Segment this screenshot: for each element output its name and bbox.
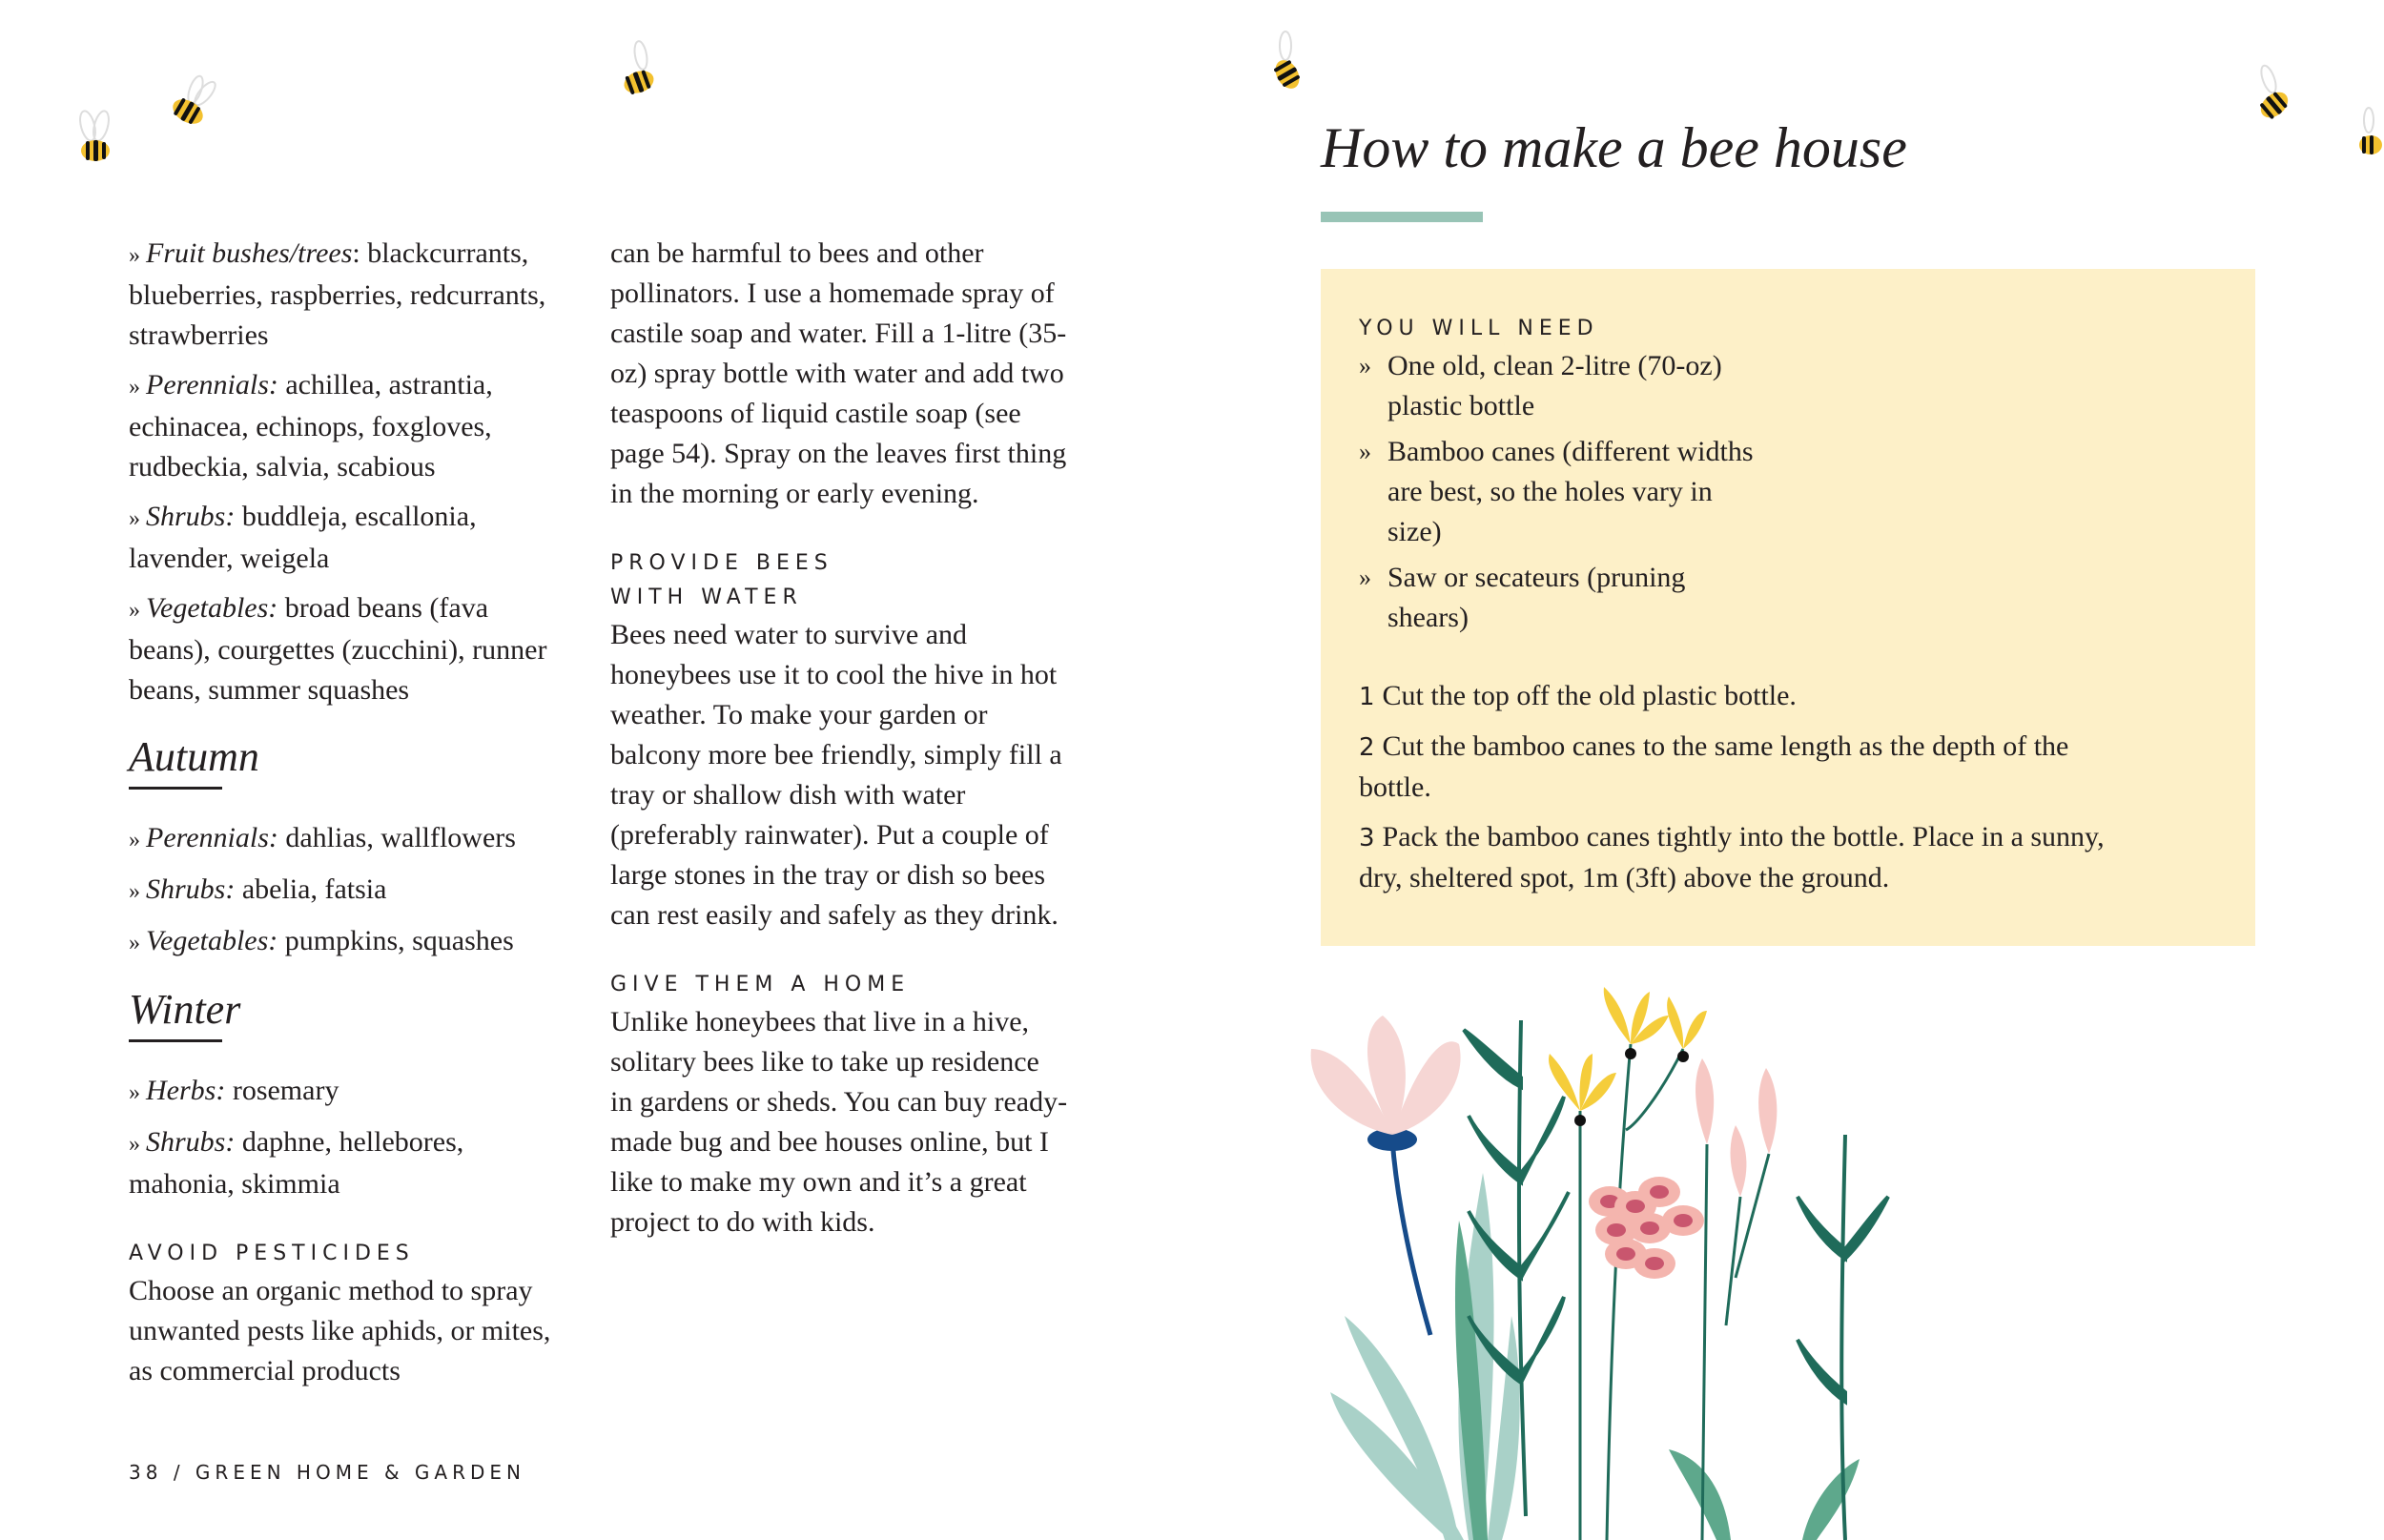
winter-plant-list — [129, 1071, 567, 1204]
category-label: Vegetables: — [146, 592, 278, 624]
step-item — [1359, 817, 2112, 898]
bullet-icon: » — [1359, 438, 1371, 465]
step-item — [1359, 676, 2112, 717]
bee-icon — [2346, 105, 2384, 162]
material-text: Saw or secateurs (pruning shears) — [1387, 562, 1686, 633]
page-title: How to make a bee house — [1321, 116, 1907, 179]
bullet-icon: » — [129, 243, 140, 268]
bee-icon — [67, 105, 124, 172]
bullet-icon: » — [1359, 564, 1371, 591]
list-item — [129, 365, 567, 487]
plant-names: broad beans (fava beans), courgettes (zucchini), runner beans, summer squashes — [129, 592, 547, 706]
step-number: 3 — [1359, 824, 1375, 852]
material-text: One old, clean 2-litre (70-oz) plastic bottle — [1387, 350, 1722, 421]
category-label: Vegetables: — [146, 925, 278, 956]
step-item — [1359, 727, 2112, 808]
step-number: 2 — [1359, 733, 1375, 762]
pink-cluster — [1589, 1177, 1704, 1279]
bee-icon — [610, 36, 668, 103]
heading-line: PROVIDE BEES — [610, 551, 833, 575]
plant-names: abelia, fatsia — [235, 873, 387, 905]
category-label: Shrubs: — [146, 873, 236, 905]
pesticides-continued-text: can be harmful to bees and other pollinators. I use a homemade spray of castile soap and water. Fill a 1-litre (35-oz) spray bottle with water and add two teaspoons of liquid castile soap (see page 54). Spray on the leaves first thing in the morning or early evening. — [610, 237, 1067, 509]
list-item — [129, 870, 567, 912]
page-number: 38 — [129, 1461, 163, 1484]
plant-names: buddleja, escallonia, lavender, weigela — [129, 501, 477, 574]
flower-center — [1625, 1048, 1636, 1059]
left-column — [129, 234, 567, 1391]
you-will-need-box — [1321, 269, 2255, 946]
list-item — [129, 1122, 567, 1204]
plant-names: daphne, hellebores, mahonia, skimmia — [129, 1126, 464, 1200]
material-text: Bamboo canes (different widths are best, so the holes vary in size) — [1387, 436, 1754, 547]
wildflower-illustration — [1306, 963, 2069, 1540]
bullet-icon: » — [129, 931, 140, 955]
season-title: Autumn — [129, 733, 259, 780]
footer-separator: / — [173, 1461, 185, 1484]
plant-names: blackcurrants, blueberries, raspberries, redcurrants, strawberries — [129, 237, 546, 351]
bee-icon — [1259, 29, 1316, 95]
plant-names: pumpkins, squashes — [277, 925, 514, 956]
bullet-icon: » — [1359, 352, 1371, 380]
material-item — [1359, 346, 2217, 426]
right-column — [610, 234, 1068, 1242]
category-label: Shrubs: — [146, 1126, 236, 1158]
section-heading-provide-water — [610, 546, 1068, 615]
provide-water-text: Bees need water to survive and honeybees use it to cool the hive in hot weather. To make your garden or balcony more bee friendly, simply fill a tray or shallow dish with water (preferably rainwater). Put a couple of large stones in the tray or dish so bees can rest easily and safely as they drink. — [610, 619, 1062, 931]
list-item — [129, 497, 567, 579]
flower-center — [1574, 1115, 1586, 1126]
page-footer — [129, 1461, 525, 1484]
section-heading-give-home: GIVE THEM A HOME — [610, 973, 911, 996]
category-label: Perennials: — [146, 369, 278, 400]
step-number: 1 — [1359, 683, 1375, 711]
list-item — [129, 1071, 567, 1113]
bullet-icon: » — [129, 1080, 140, 1105]
step-text: Cut the bamboo canes to the same length as the depth of the bottle. — [1359, 730, 2069, 803]
pink-flower — [1311, 1016, 1461, 1135]
book-title: GREEN HOME & GARDEN — [195, 1461, 525, 1484]
bullet-icon: » — [129, 828, 140, 852]
step-text: Pack the bamboo canes tightly into the bottle. Place in a sunny, dry, sheltered spot, 1m (3ft) above the ground. — [1359, 821, 2105, 893]
season-title: Winter — [129, 986, 241, 1033]
step-text: Cut the top off the old plastic bottle. — [1382, 680, 1797, 711]
blue-stem — [1392, 1140, 1430, 1335]
category-label: Shrubs: — [146, 501, 236, 532]
summer-plant-list — [129, 234, 567, 710]
bee-icon — [2246, 62, 2303, 129]
list-item — [129, 818, 567, 860]
material-item — [1359, 558, 2217, 638]
heading-underline — [129, 787, 222, 790]
plant-names: achillea, astrantia, echinacea, echinops, foxgloves, rudbeckia, salvia, scabious — [129, 369, 493, 483]
bee-icon — [157, 69, 224, 135]
heading-underline — [129, 1039, 222, 1042]
you-will-need-heading: YOU WILL NEED — [1359, 317, 1599, 340]
stems — [1580, 1044, 1683, 1540]
instruction-steps — [1359, 676, 2217, 898]
list-item — [129, 588, 567, 710]
section-heading-avoid-pesticides: AVOID PESTICIDES — [129, 1242, 415, 1265]
season-heading-autumn — [129, 731, 567, 790]
bullet-icon: » — [129, 879, 140, 904]
give-home-text: Unlike honeybees that live in a hive, solitary bees like to take up residence in gardens or sheds. You can buy ready-made bug and bee houses online, but I like to make my own and it’s a great project to do with kids. — [610, 1006, 1068, 1238]
bullet-icon: » — [129, 598, 140, 623]
bullet-icon: » — [129, 375, 140, 400]
title-underline — [1321, 212, 1483, 222]
list-item — [129, 921, 567, 963]
category-label: Herbs: — [146, 1075, 226, 1106]
plant-names: dahlias, wallflowers — [277, 822, 516, 853]
autumn-plant-list — [129, 818, 567, 963]
avoid-pesticides-text: Choose an organic method to spray unwanted pests like aphids, or mites, as commercial products — [129, 1275, 551, 1386]
flower-center — [1677, 1051, 1689, 1062]
material-item — [1359, 432, 2217, 552]
bud-stems — [1702, 1144, 1769, 1540]
separator: : — [352, 237, 360, 269]
season-heading-winter — [129, 984, 567, 1042]
bullet-icon: » — [129, 506, 140, 531]
heading-line: WITH WATER — [610, 585, 803, 609]
list-item — [129, 234, 567, 356]
category-label: Fruit bushes/trees — [146, 237, 353, 269]
plant-names: rosemary — [225, 1075, 339, 1106]
bullet-icon: » — [129, 1132, 140, 1157]
category-label: Perennials: — [146, 822, 278, 853]
